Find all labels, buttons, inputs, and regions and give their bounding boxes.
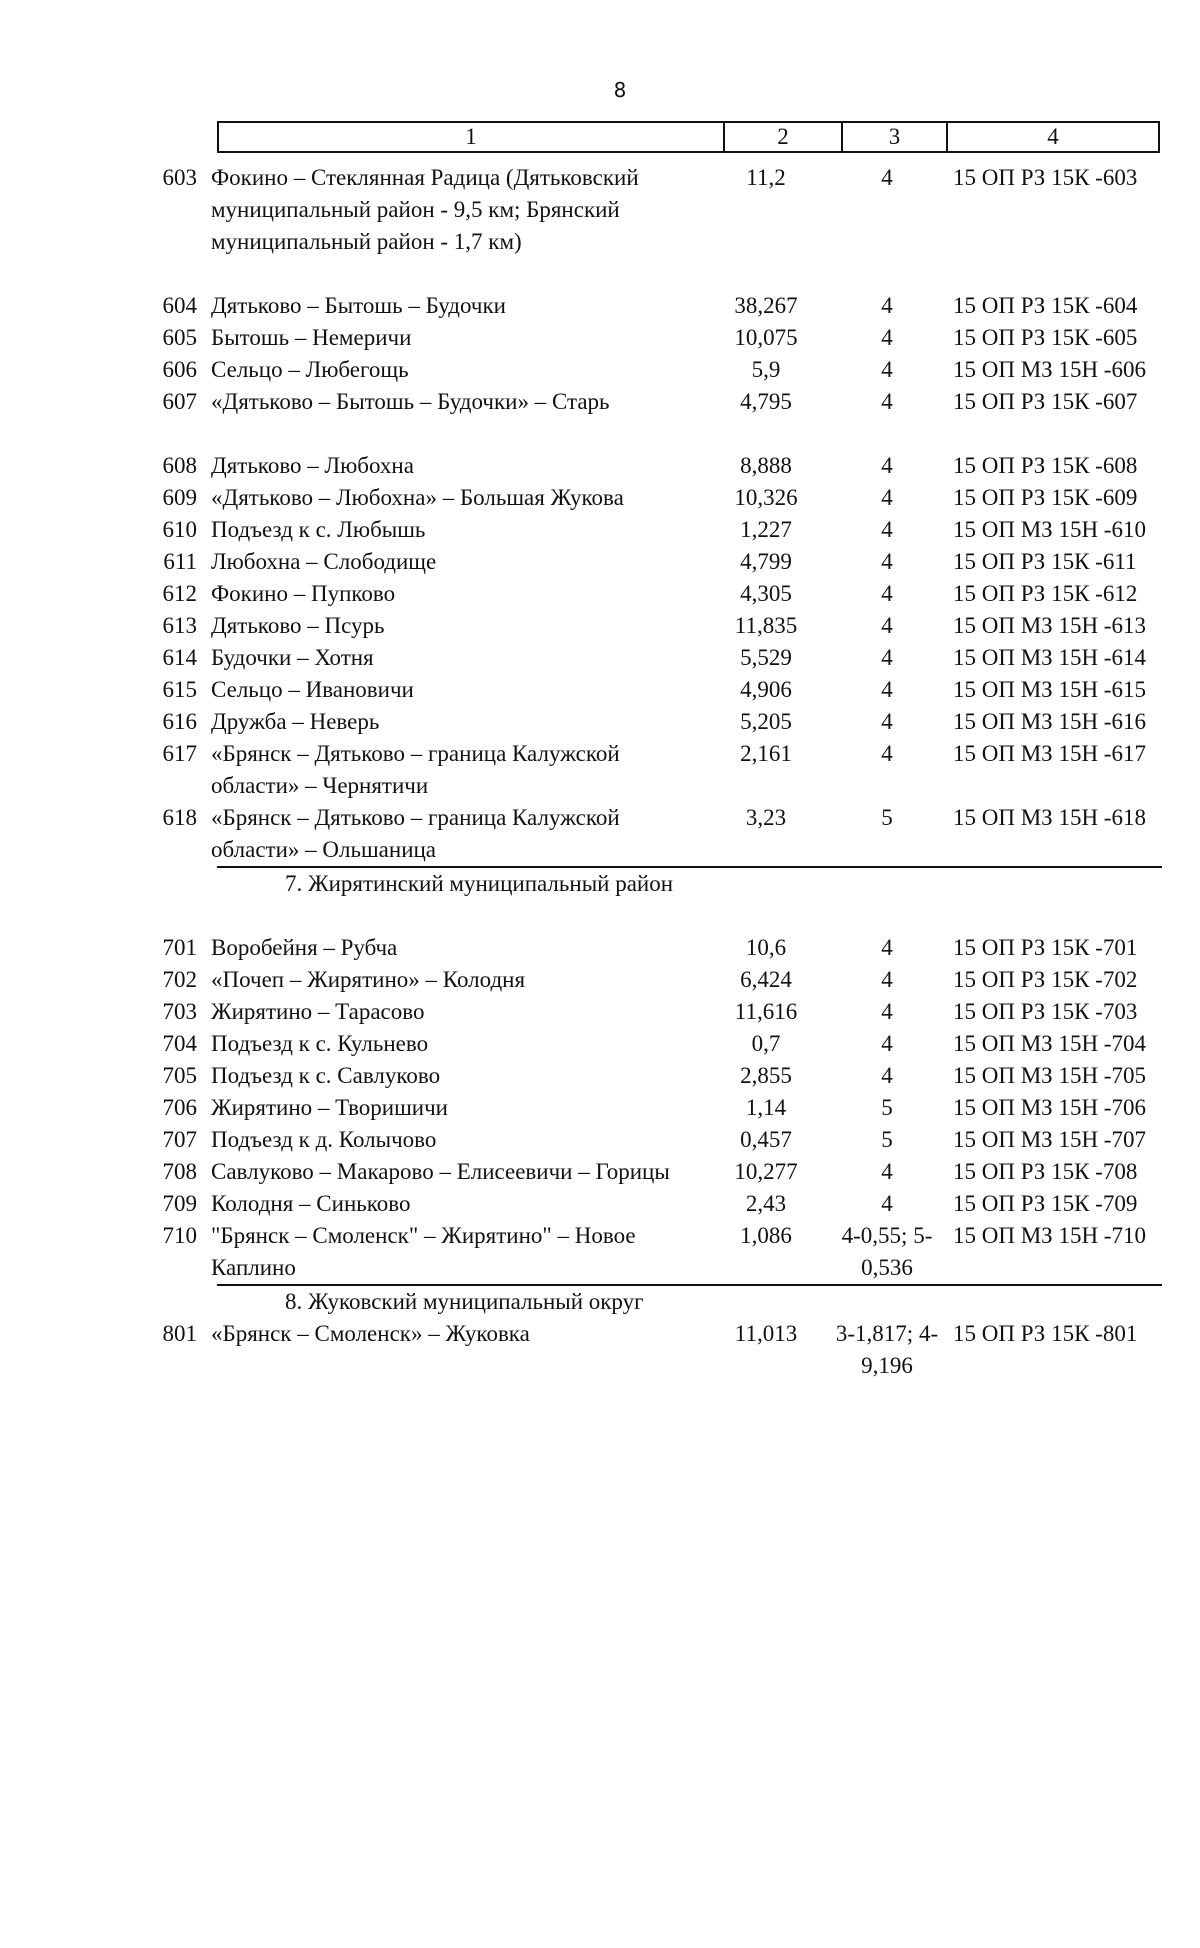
road-code: 15 ОП РЗ 15К -604: [953, 293, 1138, 318]
road-category: 4: [881, 389, 893, 414]
road-number: 616: [162, 709, 197, 734]
road-length: 2,43: [745, 1191, 787, 1216]
road-category: 4: [881, 741, 893, 766]
road-category: 4: [881, 709, 893, 734]
road-name: «Брянск – Дятьково – граница Калужской области» – Чернятичи: [211, 741, 620, 798]
road-name: Дружба – Неверь: [211, 709, 380, 734]
road-name: Жирятино – Тарасово: [211, 999, 425, 1024]
road-code: 15 ОП РЗ 15К -701: [953, 935, 1138, 960]
road-category: 4: [881, 1031, 893, 1056]
road-code: 15 ОП РЗ 15К -708: [953, 1159, 1138, 1184]
road-category: 4: [881, 485, 893, 510]
road-name: Дятьково – Бытошь – Будочки: [211, 293, 506, 318]
road-length: 5,9: [751, 357, 781, 382]
road-number: 705: [162, 1063, 197, 1088]
table-row: [0, 706, 1200, 738]
road-code: 15 ОП МЗ 15Н -704: [953, 1031, 1146, 1056]
road-code: 15 ОП РЗ 15К -612: [953, 581, 1138, 606]
road-category: 4: [881, 1159, 893, 1184]
table-row: [0, 482, 1200, 514]
road-name: Колодня – Синьково: [211, 1191, 411, 1216]
road-code: 15 ОП РЗ 15К -603: [953, 165, 1138, 190]
header-col-2: 2: [725, 123, 843, 151]
road-name: Воробейня – Рубча: [211, 935, 398, 960]
table-row: [0, 1060, 1200, 1092]
table-header: [217, 121, 1160, 153]
road-category: 4: [881, 1191, 893, 1216]
road-length: 2,161: [740, 741, 792, 766]
road-length: 1,227: [740, 517, 792, 542]
table-row: [0, 354, 1200, 386]
table-row: [0, 578, 1200, 610]
road-category: 4: [881, 645, 893, 670]
road-category: 4: [881, 453, 893, 478]
road-code: 15 ОП РЗ 15К -703: [953, 999, 1138, 1024]
road-name: «Дятьково – Бытошь – Будочки» – Старь: [211, 389, 610, 414]
road-code: 15 ОП МЗ 15Н -606: [953, 357, 1146, 382]
table-row: [0, 450, 1200, 482]
road-number: 703: [162, 999, 197, 1024]
road-length: 11,616: [734, 999, 798, 1024]
road-name: Фокино – Стеклянная Радица (Дятьковский муниципальный район - 9,5 км; Брянский муниципальный район - 1,7 км): [211, 165, 639, 254]
road-length: 4,795: [740, 389, 792, 414]
road-number: 606: [162, 357, 197, 382]
road-code: 15 ОП МЗ 15Н -615: [953, 677, 1146, 702]
road-number: 614: [162, 645, 197, 670]
road-name: Дятьково – Любохна: [211, 453, 414, 478]
road-number: 617: [162, 741, 197, 766]
road-name: Фокино – Пупково: [211, 581, 396, 606]
road-number: 701: [162, 935, 197, 960]
road-name: Савлуково – Макарово – Елисеевичи – Горицы: [211, 1159, 670, 1184]
road-category: 4: [881, 517, 893, 542]
road-length: 11,835: [734, 613, 798, 638]
road-length: 11,2: [746, 165, 786, 190]
road-code: 15 ОП РЗ 15К -801: [953, 1321, 1138, 1346]
road-code: 15 ОП РЗ 15К -605: [953, 325, 1138, 350]
road-number: 604: [162, 293, 197, 318]
road-length: 3,23: [745, 805, 787, 830]
road-length: 2,855: [740, 1063, 792, 1088]
road-number: 611: [163, 549, 197, 574]
road-code: 15 ОП МЗ 15Н -616: [953, 709, 1146, 734]
spacer: [0, 900, 1200, 932]
road-code: 15 ОП МЗ 15Н -617: [953, 741, 1146, 766]
road-name: Дятьково – Псурь: [211, 613, 385, 638]
table-row: [0, 162, 1200, 258]
table-row: [0, 1188, 1200, 1220]
road-name: «Брянск – Дятьково – граница Калужской области» – Ольшаница: [211, 805, 620, 862]
road-length: 5,529: [740, 645, 792, 670]
group-district-7: [0, 932, 1200, 1284]
road-length: 10,326: [734, 485, 798, 510]
road-code: 15 ОП РЗ 15К -607: [953, 389, 1138, 414]
road-length: 10,075: [734, 325, 798, 350]
road-number: 610: [162, 517, 197, 542]
road-category: 4: [881, 1063, 893, 1088]
header-col-1: 1: [219, 123, 725, 151]
table-row: [0, 386, 1200, 418]
table-row: [0, 322, 1200, 354]
road-code: 15 ОП РЗ 15К -608: [953, 453, 1138, 478]
road-length: 0,7: [751, 1031, 781, 1056]
table-row: [0, 1220, 1200, 1284]
road-code: 15 ОП МЗ 15Н -706: [953, 1095, 1146, 1120]
table-row: [0, 1092, 1200, 1124]
table-row: [0, 290, 1200, 322]
spacer: [0, 418, 1200, 450]
road-name: Жирятино – Творишичи: [211, 1095, 448, 1120]
spacer: [0, 258, 1200, 290]
road-code: 15 ОП РЗ 15К -709: [953, 1191, 1138, 1216]
road-name: Подъезд к д. Колычово: [211, 1127, 437, 1152]
table-row: [0, 610, 1200, 642]
road-length: 0,457: [740, 1127, 792, 1152]
road-code: 15 ОП РЗ 15К -611: [953, 549, 1137, 574]
table-row: [0, 1318, 1200, 1382]
table-row: [0, 1124, 1200, 1156]
table-row: [0, 642, 1200, 674]
road-name: «Почеп – Жирятино» – Колодня: [211, 967, 526, 992]
section-title-7: 7. Жирятинский муниципальный район: [285, 871, 674, 896]
road-number: 707: [162, 1127, 197, 1152]
road-code: 15 ОП МЗ 15Н -614: [953, 645, 1146, 670]
road-name: «Брянск – Смоленск» – Жуковка: [211, 1321, 530, 1346]
road-length: 10,6: [745, 935, 787, 960]
table-row: [0, 964, 1200, 996]
road-number: 618: [162, 805, 197, 830]
road-length: 1,14: [745, 1095, 787, 1120]
road-category: 4-0,55; 5-0,536: [841, 1223, 933, 1280]
table-row: [0, 1028, 1200, 1060]
road-number: 708: [162, 1159, 197, 1184]
road-number: 613: [162, 613, 197, 638]
road-number: 603: [162, 165, 197, 190]
header-col-4: 4: [1047, 124, 1059, 149]
road-number: 704: [162, 1031, 197, 1056]
road-category: 4: [881, 293, 893, 318]
road-code: 15 ОП МЗ 15Н -610: [953, 517, 1146, 542]
road-name: Сельцо – Любегощь: [211, 357, 409, 382]
road-category: 4: [881, 357, 893, 382]
road-category: 5: [881, 1095, 893, 1120]
road-name: Сельцо – Ивановичи: [211, 677, 414, 702]
road-category: 3-1,817; 4-9,196: [835, 1321, 939, 1378]
road-category: 4: [881, 581, 893, 606]
road-length: 6,424: [740, 967, 792, 992]
table-row: [0, 738, 1200, 802]
road-length: 4,799: [740, 549, 792, 574]
road-code: 15 ОП МЗ 15Н -618: [953, 805, 1146, 830]
table-body: [0, 162, 1200, 1382]
road-length: 10,277: [734, 1159, 798, 1184]
section-title-8: 8. Жуковский муниципальный округ: [285, 1289, 644, 1314]
road-name: Будочки – Хотня: [211, 645, 374, 670]
road-number: 609: [162, 485, 197, 510]
road-number: 801: [162, 1321, 197, 1346]
road-code: 15 ОП МЗ 15Н -710: [953, 1223, 1146, 1248]
road-code: 15 ОП МЗ 15Н -705: [953, 1063, 1146, 1088]
road-category: 5: [881, 1127, 893, 1152]
road-name: Подъезд к с. Любышь: [211, 517, 426, 542]
road-name: "Брянск – Смоленск" – Жирятино" – Новое Каплино: [211, 1223, 636, 1280]
road-category: 4: [881, 165, 893, 190]
road-category: 4: [881, 325, 893, 350]
road-length: 4,906: [740, 677, 792, 702]
road-category: 5: [881, 805, 893, 830]
road-name: Подъезд к с. Кульнево: [211, 1031, 429, 1056]
road-length: 5,205: [740, 709, 792, 734]
road-number: 607: [162, 389, 197, 414]
table-row: [0, 674, 1200, 706]
table-row: [0, 546, 1200, 578]
road-number: 615: [162, 677, 197, 702]
road-number: 608: [162, 453, 197, 478]
header-col-3: 3: [843, 123, 948, 151]
road-name: «Дятьково – Любохна» – Большая Жукова: [211, 485, 624, 510]
road-length: 1,086: [740, 1223, 792, 1248]
road-length: 38,267: [734, 293, 798, 318]
road-category: 4: [881, 677, 893, 702]
group-district-6: [0, 162, 1200, 866]
table-row: [0, 514, 1200, 546]
road-category: 4: [881, 613, 893, 638]
road-name: Любохна – Слободище: [211, 549, 437, 574]
page-number: 8: [613, 78, 627, 102]
table-row: [0, 802, 1200, 866]
road-number: 612: [162, 581, 197, 606]
table-row: [0, 1156, 1200, 1188]
group-district-8: [0, 1318, 1200, 1382]
road-code: 15 ОП РЗ 15К -702: [953, 967, 1138, 992]
road-category: 4: [881, 549, 893, 574]
road-length: 8,888: [740, 453, 792, 478]
road-code: 15 ОП МЗ 15Н -707: [953, 1127, 1146, 1152]
table-row: [0, 996, 1200, 1028]
road-number: 702: [162, 967, 197, 992]
road-number: 706: [162, 1095, 197, 1120]
road-category: 4: [881, 967, 893, 992]
road-number: 605: [162, 325, 197, 350]
road-name: Подъезд к с. Савлуково: [211, 1063, 441, 1088]
road-number: 709: [162, 1191, 197, 1216]
road-name: Бытошь – Немеричи: [211, 325, 412, 350]
road-category: 4: [881, 999, 893, 1024]
road-length: 4,305: [740, 581, 792, 606]
road-code: 15 ОП РЗ 15К -609: [953, 485, 1138, 510]
road-number: 710: [162, 1223, 197, 1248]
road-category: 4: [881, 935, 893, 960]
table-row: [0, 932, 1200, 964]
road-code: 15 ОП МЗ 15Н -613: [953, 613, 1146, 638]
road-length: 11,013: [734, 1321, 798, 1346]
